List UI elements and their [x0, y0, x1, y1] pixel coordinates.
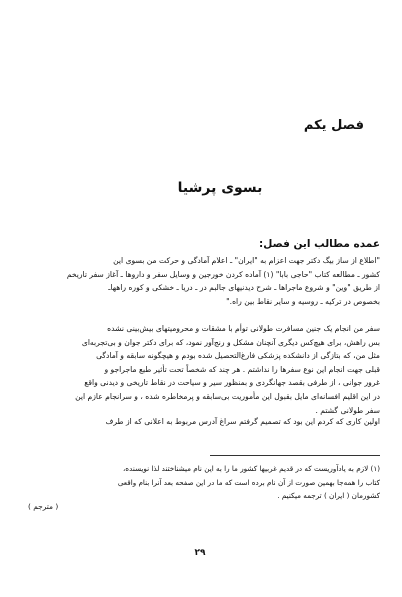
summary-heading: عمده مطالب این فصل: [259, 238, 380, 250]
body-line: بس راهش، برای هیچ‌کس دیگری آنچنان مشکل و رنج‌آور نمود، که برای دکتر جوان و بی‌تجربه‌ای [81, 337, 380, 347]
body-paragraph [20, 415, 380, 429]
footnote-line: (۱) لازم به یادآوریست که در قدیم غربیها کشور ما را به این نام میشناختند لذا نویسنده، [122, 464, 380, 473]
page-number: ۲۹ [194, 548, 206, 558]
summary-paragraph [20, 254, 380, 308]
summary-line: از طریق "وین" و شروع ماجراها ـ شرح دیدنیهای جالبم در ـ دریا ـ خشکی و کوره راههاـ [108, 283, 380, 293]
summary-line: "اطلاع از ساز بیگ دکتر جهت اعزام به "ایران" ـ اعلام آمادگی و حرکت من بسوی این [113, 256, 380, 265]
body-line: غرور جوانی ، از طرفی بقصد جهانگردی و بمنظور سیر و سیاحت در نقاط تاریخی و دیدنی واقع [84, 378, 380, 388]
chapter-title: فصل یکم [303, 118, 364, 133]
footnote-divider [210, 455, 380, 456]
footnote [20, 462, 380, 503]
body-line: مثل من، که بتازگی از دانشکده پزشکی فارغ‌التحصیل شده بودم و هیچگونه سابقه و آمادگی [96, 351, 380, 361]
body-line: قبلی جهت انجام این نوع سفرها را نداشتم . هر چند که شخصاً تحت تأثیر طبع ماجراجو و [104, 364, 380, 374]
footnote-line: کشورمان ( ایران ) ترجمه میکنیم . [277, 491, 380, 500]
summary-line: بخصوص در ترکیه ـ روسیه و سایر نقاط بین راه." [226, 296, 380, 306]
translator-note: ( مترجم ) [28, 502, 59, 511]
body-line: در این اقلیم افسانه‌ای مایل بقبول این مأموریت بی‌سابقه و پرمخاطره شده ، و سرانجام عازم این [75, 391, 380, 401]
section-title: بسوی پرشیا [177, 180, 263, 196]
body-line: سفر طولانی گشتم . [315, 405, 380, 415]
summary-line: کشور ـ مطالعه کتاب "حاجی بابا" (۱) آماده کردن خورجین و وسایل سفر و داروها ـ آغاز سفر تاریخم [66, 269, 380, 279]
body-paragraph [20, 322, 380, 417]
footnote-line: کتاب را همه‌جا بهمین صورت از آن نام برده است که ما در این صفحه بعد آنرا بنام واقعی [117, 477, 380, 487]
body-line: اولین کاری که کردم این بود که تصمیم گرفتم سراغ آدرس مربوط به اعلانی که از طرف [105, 417, 380, 426]
body-line: سفر من انجام یک جنین مسافرت طولانی توأم با مشقات و محرومیتهای بیش‌بینی نشده [107, 324, 380, 333]
